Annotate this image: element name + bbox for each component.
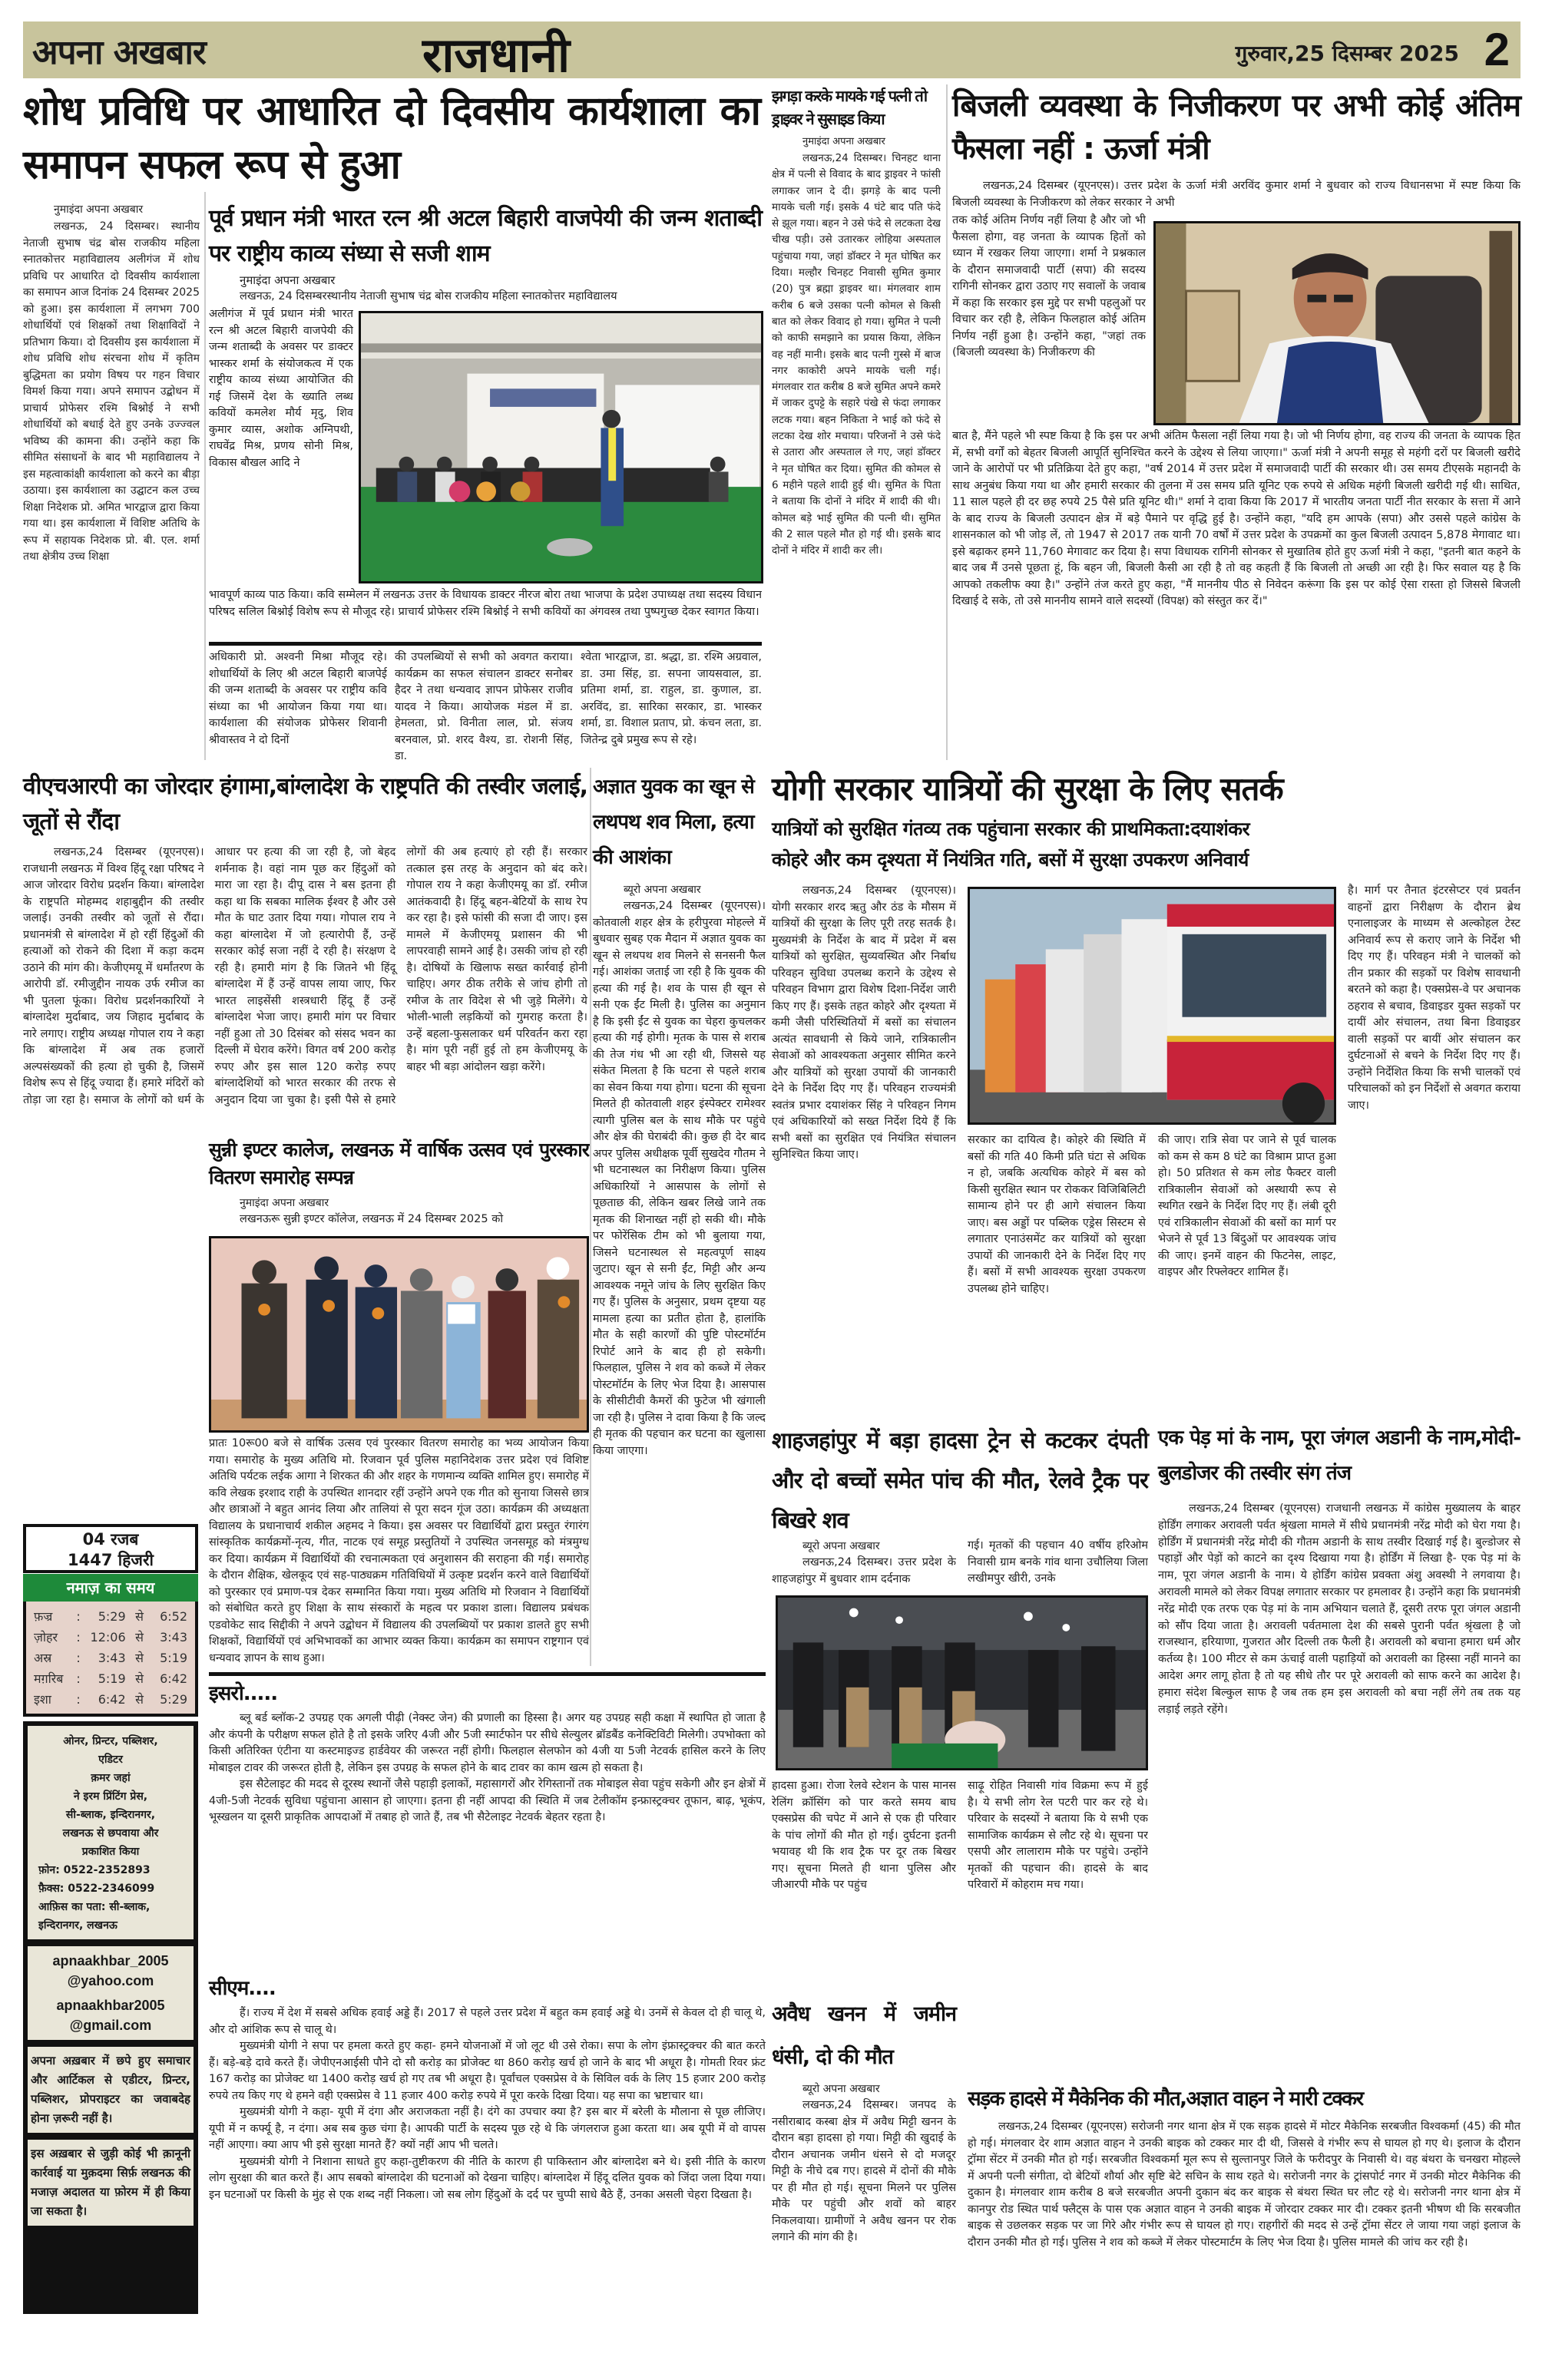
connector: से	[135, 1630, 144, 1645]
section-rule	[209, 642, 762, 646]
vhrp-body	[23, 845, 587, 1129]
yogi-safety-subhead-2: कोहरे और कम दृश्यता में नियंत्रित गति, बसों में सुरक्षा उपकरण अनिवार्य	[772, 848, 1249, 871]
hijri-date-box	[23, 1524, 198, 1573]
divider	[28, 2133, 194, 2140]
cm-paragraph: हैं। राज्य में देश में सबसे अधिक हवाई अड्डे हैं। 2017 से पहले उत्तर प्रदेश में बहुत कम हवाई अड्डे थे। उनमें से केवल दो ही चालू थे, और दो आंशिक रूप से चालू थे।	[209, 2007, 766, 2036]
driver-byline: नुमाइंदा अपना अखबार	[802, 136, 885, 147]
energy-minister-photo	[1153, 221, 1520, 425]
column-divider	[204, 192, 206, 760]
power-headline: बिजली व्यवस्था के निजीकरण पर अभी कोई अंतिम फैसला नहीं : ऊर्जा मंत्री	[952, 88, 1520, 167]
page-number: 2	[1484, 24, 1510, 75]
workshop-headline: शोध प्रविधि पर आधारित दो दिवसीय कार्यशाला का समापन सफल रूप से हुआ	[23, 88, 760, 188]
prize-distribution-photo	[209, 1236, 589, 1433]
vhrp-headline: वीएचआरपी का जोरदार हंगामा,बांग्लादेश के राष्ट्रपति की तस्वीर जलाई, जूतों से रौंदा	[23, 773, 587, 835]
workshop-cont-col2	[395, 650, 573, 765]
isro-body	[209, 1711, 766, 1845]
driver-headline: झगड़ा करके मायके गई पत्नी तो ड्राइवर ने सुसाइड किया	[772, 87, 927, 128]
mechanic-body	[968, 2119, 1520, 2374]
isro-kicker: इसरो.....	[209, 1682, 278, 1705]
masthead	[23, 21, 1520, 83]
sunni-lead	[209, 1211, 589, 1228]
atal-headline: पूर्व प्रधान मंत्री भारत रत्न श्री अटल बिहारी वाजपेयी की जन्म शताब्दी पर राष्ट्रीय काव्य संध्या से सजी शाम	[209, 205, 762, 267]
imprint-box	[23, 1721, 198, 2314]
yogi-safety-subhead-1: यात्रियों को सुरक्षित गंतव्य तक पहुंचाना सरकार की प्राथमिकता:दयाशंकर	[772, 818, 1250, 840]
driver-body	[772, 150, 941, 765]
workshop-byline: नुमाइंदा अपना अखबार	[54, 203, 144, 216]
yogi-safety-col3	[1158, 1132, 1336, 1413]
column-divider	[590, 768, 591, 1666]
cm-paragraph: मुख्यमंत्री योगी ने कहा- यूपी में दंगा और अराजकता नहीं है। दंगे का उपचार क्या है? इस बार में बरेली के मौलाना से पूछ लीजिए। यूपी में न कर्फ्यू है, न दंगा। अब सब कुछ चंगा है। आपकी पार्टी के सदस्य पूछ रहे थे कि जंगलराज हुआ करता था। अब यूपी में वो वापस नहीं आएगा। क्या आप भी इसे सुरक्षा मानते हैं? क्यों नहीं आप भी चलते।	[209, 2106, 766, 2151]
yogi-safety-headline: योगी सरकार यात्रियों की सुरक्षा के लिए सतर्क	[772, 770, 1283, 808]
isro-paragraph: इस सैटेलाइट की मदद से दूरस्थ स्थानों जैसे पहाड़ी इलाकों, महासागरों और रेगिस्तानों तक मोबाइल सेवा पहुंच सकेगी और इन क्षेत्रों में 4जी-5जी नेटवर्क सुविधा पहुंचाना आसान हो जाएगा। इतना ही नहीं आपदा की स्थिति में जब टेलीकॉम इन्फ्रास्ट्रक्चर तूफान, बाढ़, भूकंप, भूस्खलन या दूसरी प्राकृतिक आपदाओं में तबाह हो जाते हैं, तब भी सैटेलाइट नेटवर्क बेहतर रहता है।	[209, 1778, 766, 1823]
workshop-body	[23, 219, 200, 749]
colon: :	[76, 1630, 81, 1645]
imprint-fax: फ़ैक्स: 0522-2346099	[38, 1883, 155, 1895]
imprint-line: क़मर जहां	[91, 1772, 131, 1784]
shahjahanpur-headline: शाहजहांपुर में बड़ा हादसा ट्रेन से कटकर दंपती और दो बच्चों समेत पांच की मौत, रेलवे ट्रैक पर बिखरे शव	[772, 1427, 1148, 1533]
train-accident-photo	[776, 1595, 1148, 1770]
yogi-safety-col4-text: है। मार्ग पर तैनात इंटरसेप्टर एवं प्रवर्तन वाहनों द्वारा निरीक्षण के दौरान ब्रेथ एनालाइजर के माध्यम से अल्कोहल टेस्ट अनिवार्य रूप से कराए जाने के निर्देश भी दिए गए हैं। परिवहन मंत्री ने चालकों को तीन प्रकार की सड़कों पर विशेष सावधानी बरतने को कहा है। एक्सप्रेस-वे पर अचानक ठहराव से बचाव, डिवाइडर युक्त सड़कों पर दायीं ओर संचालन, तथा बिना डिवाइडर वाली सड़कों पर बायीं ओर संचालन कर दुर्घटनाओं से बचने के निर्देश दिए गए हैं। उन्होंने निर्देशित किया कि सभी चालकों एवं परिचालकों को इन निर्देशों से अवगत कराया जाए।	[1348, 884, 1520, 1112]
namaz-end: 6:52	[160, 1609, 187, 1624]
namaz-end: 6:42	[160, 1671, 187, 1686]
namaz-name: इशा	[34, 1692, 51, 1707]
shahjahanpur-byline: ब्यूरो अपना अखबार	[802, 1540, 880, 1552]
workshop-cont-2: की उपलब्धियों से सभी को अवगत कराया। कार्यक्रम का सफल संचालन डाक्टर सनोबर हैदर ने तथा धन्यवाद ज्ञापन प्रोफेसर राजीव यादव ने किया। आयोजक मंडल में डा. हेमलता, प्रो. विनीता लाल, प्रो. संजय बरनवाल, प्रो. शरद वैश्य, डा. रोशनी सिंह, डा.	[395, 651, 573, 762]
imprint-phone: फ़ोन: 0522-2352893	[38, 1864, 151, 1876]
power-side	[952, 213, 1146, 428]
email-yahoo[interactable]: apnaakhbar_2005 @yahoo.com	[52, 1953, 169, 1988]
namaz-title: नमाज़ का समय	[23, 1574, 198, 1602]
imprint-line: प्रकाशित किया	[81, 1846, 140, 1858]
connector: से	[135, 1651, 144, 1665]
namaz-end: 5:19	[160, 1651, 187, 1665]
namaz-row	[34, 1648, 187, 1668]
sunni-byline: नुमाइंदा अपना अखबार	[240, 1197, 329, 1209]
paper-name: अपना अखबार	[32, 33, 206, 72]
namaz-row	[34, 1627, 187, 1648]
workshop-paragraph: लखनऊ, 24 दिसम्बर। स्थानीय नेताजी सुभाष चंद्र बोस राजकीय महिला स्नातकोत्तर महाविद्यालय अलीगंज में शोध प्रविधि पर आधारित दो दिवसीय कार्यशाला का समापन आज दिनांक 24 दिसम्बर 2025 को हुआ। इस कार्यशाला में लगभग 700 शोधार्थियों एवं शिक्षकों तथा शिक्षाविदों ने प्रतिभाग किया। दो दिवसीय इस कार्यशाला में शोध प्रविधि शोध संरचना शोध में कृतिम बुद्धिमता का प्रयोग विषय पर गहन विचार विमर्श किया गया। अपने समापन उद्बोधन में प्राचार्य प्रोफेसर रश्मि बिश्नोई ने सभी शोधार्थियों को बधाई देते हुए उनके उज्ज्वल भविष्य की कामना की। उन्होंने कहा कि सीमित संसाधनों के बाद भी महाविद्यालय ने इस महत्वाकांक्षी कार्यशाला को करने का बीड़ा उठाया। इस कार्यशाला का उद्घाटन कल उच्च शिक्षा निदेशक प्रो. अमित भारद्वाज द्वारा किया गया था। इस कार्यशाला में विशिष्ट अतिथि के रूप में सहायक निदेशक प्रो. बी. एल. शर्मा तथा क्षेत्रीय उच्च शिक्षा	[23, 220, 200, 563]
atal-lead-text: लखनऊ, 24 दिसम्बरस्थानीय नेताजी सुभाष चंद्र बोस राजकीय महिला स्नातकोत्तर महाविद्यालय	[240, 290, 617, 302]
connector: से	[135, 1671, 144, 1686]
vhrp-paragraph: लखनऊ,24 दिसम्बर (यूएनएस)। राजधानी लखनऊ में विश्व हिंदू रक्षा परिषद ने आज जोरदार विरोध प्रदर्शन किया। बांग्लादेश के राष्ट्रपति मोहम्मद शहाबुद्दीन की तस्वीर जलाई। उनकी तस्वीर को जूतों से रौंदा। प्रधानमंत्री से बांग्लादेश में हो रहीं हिंदुओं की हत्याओं को रोकने की दिशा में कड़ा कदम उठाने की मांग की। केजीएमयू में धर्मांतरण के आरोपी डॉ. रमीजुद्दीन नायक उर्फ रमीज का भी पुतला फूंका। विरोध प्रदर्शनकारियों ने बांग्लादेश मुर्दाबाद, जय जिहाद मुर्दाबाद के नारे लगाए। राष्ट्रीय अध्यक्ष गोपाल राय ने कहा कि बांग्लादेश में अब तक हजारों अल्पसंख्यकों की हत्या हो चुकी है, जिसमें विशेष रूप से हिंदू ज्यादा हैं। हमारे मंदिरों को तोड़ा जा रहा है। समाज के लोगों को धर्म के आधार पर हत्या की जा रही है, जो बेहद शर्मनाक है। वहां नाम पूछ कर हिंदुओं को मारा जा रहा है। दीपू दास ने बस इतना ही कहा था कि सबका मालिक ईश्वर है और उसे मौत के घाट उतार दिया गया। गोपाल राय ने कहा बांग्लादेश में जो हत्यारोपी हैं, उन्हें सरकार कोई सजा नहीं दे रही है। संरक्षण दे रही है। हमारी मांग है कि जितने भी हिंदू बांग्लादेश में हैं उन्हें वापस लाया जाए, फिर भारत लाइसेंसी शस्त्रधारी हिंदू हैं उन्हें बांग्लादेश भेजा जाए। हमारी मांग पर विचार नहीं हुआ तो 30 दिसंबर को संसद भवन का दिल्ली में घेराव करेंगे। विगत वर्ष 200 करोड़ रुपए और इस साल 120 करोड़ रुपए बांग्लादेशियों को भारत सरकार की तरफ से अनुदान दिया जा चुका है। इसी पैसे से हमारे लोगों की अब हत्याएं हो रही हैं। सरकार तत्काल इस तरह के अनुदान को बंद करे। गोपाल राय ने कहा केजीएमयू का डॉ. रमीज आतंकवादी है। हिंदू बहन-बेटियों के साथ रेप कर रहा है। इसे फांसी की सजा दी जाए। इस मामले में केजीएमयू प्रशासन की भी लापरवाही सामने आई है। उसकी जांच हो रही है। दोषियों के खिलाफ सख्त कार्रवाई होनी चाहिए। अगर ठीक तरीके से जांच होगी तो रमीज के तार विदेश से भी जुड़े मिलेंगे। ये भोली-भाली लड़कियों को गुमराह करता है। उन्हें बहला-फुसलाकर धर्म परिवर्तन करा रहा है। मांग पूरी नहीं हुई तो हम केजीएमयू के बाहर भी बड़ा आंदोलन खड़ा करेंगे।	[23, 846, 587, 1106]
connector: से	[135, 1692, 144, 1707]
shahjahanpur-col1-text: हादसा हुआ। रोजा रेलवे स्टेशन के पास मानस रेलिंग क्रॉसिंग को पार करते समय बाघ एक्सप्रेस की चपेट में आने से एक ही परिवार के पांच लोगों की मौत हो गई। दुर्घटना इतनी भयावह थी कि शव ट्रैक पर दूर तक बिखर गए। सूचना मिलते ही थाना पुलिस और जीआरपी मौके पर पहुंच	[772, 1780, 956, 1891]
colon: :	[76, 1609, 81, 1624]
atal-side-paragraph: अलीगंज में पूर्व प्रधान मंत्री भारत रत्न श्री अटल बिहारी वाजपेयी की जन्म शताब्दी के अवसर पर डाक्टर भास्कर शर्मा के संयोजकत्व में एक राष्ट्रीय काव्य संध्या आयोजित की गई जिसमें देश के ख्याति लब्ध कवियों कमलेश मौर्य मृदु, शिव कुमार व्यास, अशोक अग्निपथी, राघवेंद्र मिश्र, प्रणय सोनी मिश्र, विकास बौखल आदि ने	[209, 308, 353, 469]
hijri-year: 1447 हिजरी	[68, 1551, 154, 1569]
namaz-start: 12:06	[90, 1630, 126, 1645]
cm-paragraph: मुख्यमंत्री योगी ने सपा पर हमला करते हुए कहा- हमने योजनाओं में जो लूट थी उसे रोका। सपा के लोग इंफ्रास्ट्रक्चर की बात करते हैं। बड़े-बड़े दावे करते हैं। जेपीएनआईसी पौने दो सौ करोड़ का प्रोजेक्ट था 860 करोड़ खर्च हो जाने के बाद भी अधूरा है। गोमती रिवर फ्रंट 167 करोड़ का प्रोजेक्ट था 1400 करोड़ खर्च हो गए तब भी अधूरा है। पूर्वांचल एक्सप्रेस वे के सिविल वर्क के लिए 15 हजार 200 करोड़ रुपये तय किए गए थे हमने वही एक्सप्रेस वे 11 हजार 400 करोड़ रुपये में पूरा करके दिखा दिया। यह सपा का भ्रष्टाचार था।	[209, 2040, 766, 2102]
workshop-cont-col1	[209, 650, 387, 765]
imprint-line: सी-ब्लाक, इन्दिरानगर,	[65, 1809, 156, 1821]
yogi-safety-col1-text: लखनऊ,24 दिसम्बर (यूएनएस)। योगी सरकार शरद ऋतु और ठंड के मौसम में यात्रियों की सुरक्षा के लिए पूरी तरह सतर्क है। मुख्यमंत्री के निर्देश के बाद में प्रदेश में बस यात्रियों को सुरक्षित, सुव्यवस्थित और निर्बाध परिवहन सुविधा उपलब्ध कराने के उद्देश्य से परिवहन विभाग द्वारा विशेष दिशा-निर्देश जारी किए गए हैं। इसके तहत कोहरे और दृश्यता में कमी जैसी परिस्थितियों में बसों का संचालन अत्यंत सावधानी से किये जाने, रात्रिकालीन सेवाओं को आवश्यकता अनुसार सीमित करने और यात्रियों को सुरक्षा उपायों की जानकारी देने के निर्देश दिए गए हैं। परिवहन राज्यमंत्री स्वतंत्र प्रभार दयाशंकर सिंह ने परिवहन निगम एवं अधिकारियों को सख्त निर्देश दिये हैं कि सभी बसों का सुरक्षित एवं नियंत्रित संचालन सुनिश्चित किया जाए।	[772, 884, 956, 1161]
yogi-safety-col3-text: की जाए। रात्रि सेवा पर जाने से पूर्व चालक को कम से कम 8 घंटे का विश्राम प्राप्त हुआ हो। 50 प्रतिशत से कम लोड फैक्टर वाली रात्रिकालीन सेवाओं को अस्थायी रूप से स्थगित रखने के निर्देश दिए गए हैं। लंबी दूरी एवं रात्रिकालीन सेवाओं की बसों का मार्ग पर भेजने से पूर्व 13 बिंदुओं पर आवश्यक जांच की जाए। इनमें वाहन की फिटनेस, लाइट, वाइपर और रिफ्लेक्टर शामिल हैं।	[1158, 1134, 1336, 1278]
namaz-name: ज़ोहर	[34, 1630, 58, 1645]
shahjahanpur-col2	[968, 1778, 1148, 2078]
disclaimer: अपना अख़बार में छपे हुए समाचार और आर्टिकल से एडीटर, प्रिन्टर, पब्लिशर, प्रोपराइटर का जवाबदेह होना ज़रूरी नहीं है।	[28, 2047, 194, 2133]
mining-body	[772, 2097, 956, 2374]
namaz-start: 5:29	[98, 1609, 126, 1624]
namaz-name: अस्र	[34, 1651, 52, 1665]
divider	[28, 2040, 194, 2047]
sunni-paragraph: प्रातः 10रू00 बजे से वार्षिक उत्सव एवं पुरस्कार वितरण समारोह का भव्य आयोजन किया गया। समारोह के मुख्य अतिथि मो. रिजवान पूर्व पुलिस महानिदेशक उत्तर प्रदेश एवं विशिष्ट अतिथि पर्यटक लईक आगा ने शिरकत की और शहर के गणमान्य व्यक्ति शामिल हुए। समारोह में कवि लेखक इरशाद राही के उपस्थित शानदार रहीं उन्होंने अपने एक गीत को सुनाया जिससे छात्र और छात्राओं ने बहुत आनंद लिया और तालियां से पूरा सदन गूंज उठा। कार्यक्रम की अध्यक्षता विद्यालय के प्रधानाचार्य शकील अहमद ने किया। इस अवसर पर विद्यार्थियों द्वारा प्रस्तुत रंगारंग सांस्कृतिक कार्यक्रमों-नृत्य, गीत, नाटक एवं समूह प्रस्तुतियों ने उपस्थित जनसमूह को मंत्रमुग्ध कर दिया। कार्यक्रम में विद्यार्थियों की रचनात्मकता एवं अनुशासन की सराहना की गई। समारोह के दौरान शैक्षिक, खेलकूद एवं सह-पाठ्यक्रम गतिविधियों में उत्कृष्ट प्रदर्शन करने वाले विद्यार्थियों को पुरस्कार एवं प्रमाण-पत्र देकर सम्मानित किया गया। मुख्य अतिथि मो रिजवान ने विद्यार्थियों को संबोधित करते हुए शिक्षा के साथ संस्कारों के महत्व पर प्रकाश डाला। विद्यालय प्रबंधक एडवोकेट साद सिद्दीकी ने अपने उद्बोधन में विद्यालय की उपलब्धियों पर प्रकाश डालते हुए सभी शिक्षकों, विद्यार्थियों एवं अभिभावकों का आभार व्यक्त किया। कार्यक्रम का समापन राष्ट्रगान एवं धन्यवाद ज्ञापन के साथ हुआ।	[209, 1437, 589, 1664]
kavya-sandhya-photo	[359, 311, 763, 583]
hijri-date: 04 रजब	[82, 1530, 139, 1549]
issue-date: गुरुवार,25 दिसम्बर 2025	[1235, 41, 1459, 66]
cm-body	[209, 2005, 766, 2374]
atal-byline: नुमाइंदा अपना अखबार	[240, 273, 336, 287]
colon: :	[76, 1651, 81, 1665]
mining-paragraph: लखनऊ,24 दिसम्बर। जनपद के नसीराबाद कस्बा क्षेत्र में अवैध मिट्टी खनन के दौरान बड़ा हादसा हो गया। मिट्टी की खुदाई के दौरान अचानक जमीन धंसने से दो मजदूर मिट्टी के नीचे दब गए। हादसे में दोनों की मौके पर ही मौत हो गई। सूचना मिलने पर पुलिस मौके पर पहुंची और शवों को बाहर निकलवाया। ग्रामीणों ने अवैध खनन पर रोक लगाने की मांग की है।	[772, 2099, 956, 2243]
shahjahanpur-col1-top-text: लखनऊ,24 दिसम्बर। उत्तर प्रदेश के शाहजहांपुर में बुधवार शाम दर्दनाक	[772, 1556, 956, 1585]
namaz-row	[34, 1689, 187, 1710]
sunni-lead-text: लखनऊरू सुन्नी इण्टर कॉलेज, लखनऊ में 24 दिसम्बर 2025 को	[240, 1213, 504, 1225]
colon: :	[76, 1692, 81, 1707]
shahjahanpur-col2-top	[968, 1538, 1148, 1588]
connector: से	[135, 1609, 144, 1624]
jurisdiction-note: इस अख़बार से जुड़ी कोई भी क़ानूनी कार्रवाई या मुक़दमा सिर्फ़ लखनऊ की मजाज़ अदालत या फ़ोरम में ही किया जा सकता है।	[28, 2140, 194, 2226]
divider	[28, 1939, 194, 1946]
cm-kicker: सीएम....	[209, 1977, 276, 2000]
adani-paragraph: लखनऊ,24 दिसम्बर (यूएनएस) राजधानी लखनऊ में कांग्रेस मुख्यालय के बाहर होर्डिंग लगाकर अरावली पर्वत श्रृंखला मामले में सीधे प्रधानमंत्री नरेंद्र मोदी को घेरा गया है। होर्डिंग में प्रधानमंत्री नरेंद्र मोदी की गौतम अडानी के साथ तस्वीर दिखाई गई है। बुल्डोजर से पहाड़ों और पेड़ों को काटने का दृश्य दिखाया गया है। होर्डिंग में लिखा है- एक पेड़ मां के नाम, पूरा जंगल अडानी के नाम। ये होर्डिंग कांग्रेस प्रवक्ता अंशु अवस्थी ने लगवाया है। अरावली मामले को लेकर विपक्ष लगातार सरकार पर हमलावर है। उन्होंने कहा कि प्रधानमंत्री नरेंद्र मोदी एक तरफ एक पेड़ मां के नाम अभियान चलाते हैं, दूसरी तरफ पूरा जंगल अडानी को सौंप दिया जाता है। अरावली पर्वतमाला देश की सबसे पुरानी पर्वत श्रृंखला है जो राजस्थान, हरियाणा, गुजरात और दिल्ली तक फैली है। अरावली को बचाना हमारा धर्म और कर्तव्य है। 100 मीटर से कम ऊंचाई वाली पहाड़ियों को अरावली का हिस्सा नहीं मानने का आदेश अगर लागू होता है तो यह सीधे तौर पर पूरे अरावली को साफ करने का आदेश है। हमारा संदेश बिल्कुल साफ है जब तक हम इस अरावली को बचा नहीं लेंगे तब तक यह लड़ाई लड़ते रहेंगे।	[1158, 1502, 1520, 1716]
power-tail-paragraph: बात है, मैंने पहले भी स्पष्ट किया है कि इस पर अभी अंतिम फैसला नहीं लिया गया है। जो भी निर्णय होगा, वह राज्य की जनता के व्यापक हित में, सभी वर्गों को बेहतर बिजली आपूर्ति सुनिश्चित करने के उद्देश्य से लिया जाएगा।" ऊर्जा मंत्री ने अपनी समूह से महंगी दरों पर बिजली खरीदे जाने के आरोपों पर भी प्रतिक्रिया देते हुए कहा, "वर्ष 2014 में उत्तर प्रदेश में समाजवादी पार्टी की सरकार थी। उस समय टीएसके महानदी के साथ अनुबंध किया गया था और हमारी सरकार की तुलना में उस समय प्रति यूनिट एक रुपये से अधिक महंगी बिजली खरीदी गई थी। साथित, 11 साल पहले ही दर छह रुपये 25 पैसे प्रति यूनिट थी।" शर्मा ने दावा किया कि 2017 में भारतीय जनता पार्टी नीत सरकार के सत्ता में आने के बाद राज्य के बिजली उत्पादन क्षेत्र में बड़े पैमाने पर वृद्धि हुई है। उन्होंने कहा, "यदि हम आपके (सपा) और उससे पहले कांग्रेस के शासनकाल को भी जोड़ लें, तो 1947 से 2017 तक यानी 70 वर्षों में उत्तर प्रदेश के उपक्रमों का कुल बिजली उत्पादन 5,878 मेगावाट था। इसे बढ़ाकर हमने 11,760 मेगावाट कर दिया है। सपा विधायक रागिनी सोनकर से मुखातिब होते हुए ऊर्जा मंत्री ने कहा, "इतनी बात कहने के बाद जब मैं उनसे पूछता हूं, कि बहन जी, बिजली कैसी आ रही है तो वह कहती हैं कि बिजली तो अच्छी आ रही है। फिर सवाल यह है कि आपको तकलीफ क्या है।" उन्होंने तंज करते हुए कहा, "मैं माननीय पीठ से निवेदन करूंगा कि इस पर कोई ऐसा रास्ता हो जिससे बिजली दिखाई दे सके, तो उसे माननीय सामने वाले सदस्यों (विपक्ष) को संस्तुत कर दें।"	[952, 430, 1520, 607]
yogi-safety-col1	[772, 883, 956, 1413]
namaz-name: मग़रिब	[34, 1671, 64, 1686]
namaz-row	[34, 1668, 187, 1689]
namaz-start: 6:42	[98, 1692, 126, 1707]
isro-paragraph: ब्लू बर्ड ब्लॉक-2 उपग्रह एक अगली पीढ़ी (नेक्स्ट जेन) की प्रणाली का हिस्सा है। अगर यह उपग्रह सही कक्षा में स्थापित हो जाता है और कंपनी के परीक्षण सफल होते है तो इसके जरिए 4जी और 5जी स्मार्टफोन पर सीधे सेल्युलर ब्रॉडबैंड कनेक्टिविटी मिलेगी। उपभोक्ता को किसी अतिरिक्त एंटीना या कस्टमाइज्ड हार्डवेयर की जरूरत नहीं होगी। फिलहाल सेलफोन को 4जी या 5जी नेटवर्क हासिल करने के लिए मोबाइल टावर की जरूरत होती है, लेकिन इस उपग्रह के सफल होने के बाद टावर का काम खत्म हो सकता है।	[209, 1712, 766, 1774]
power-lead	[952, 178, 1520, 212]
imprint-office-address: आफ़िस का पता: सी-ब्लाक, इन्दिरानगर, लखनऊ	[38, 1901, 151, 1932]
namaz-start: 5:19	[98, 1671, 126, 1686]
imprint-emails	[28, 1946, 194, 2040]
unknown-youth-body	[593, 898, 766, 1658]
adani-body	[1158, 1501, 1520, 2077]
unknown-youth-paragraph: लखनऊ,24 दिसम्बर (यूएनएस)। कोतवाली शहर क्षेत्र के हरीपुरवा मोहल्ले में बुधवार सुबह एक मैदान में अज्ञात युवक का खून से लथपथ शव मिलने से सनसनी फैल गई। आशंका जताई जा रही है कि युवक की हत्या की गई है। शव के पास ही खून से सनी एक ईंट मिली है। पुलिस का अनुमान है कि इसी ईंट से युवक का चेहरा कुचलकर हत्या की गई होगी। मृतक के पास से शराब की तेज गंध भी आ रही थी, जिससे यह संकेत मिलता है कि घटना से पहले शराब का सेवन किया गया होगा। घटना की सूचना मिलते ही कोतवाली शहर इंस्पेक्टर रामेश्वर त्यागी पुलिस बल के साथ मौके पर पहुंचे और क्षेत्र की घेराबंदी की। कुछ ही देर बाद अपर पुलिस अधीक्षक पूर्वी सुखदेव गौतम ने भी घटनास्थल का निरीक्षण किया। पुलिस अधिकारियों ने आसपास के लोगों से पूछताछ की, लेकिन खबर लिखे जाने तक मृतक की शिनाख्त नहीं हो सकी थी। मौके पर फोरेंसिक टीम को भी बुलाया गया, जिसने घटनास्थल से महत्वपूर्ण साक्ष्य जुटाए। खून से सनी ईंट, मिट्टी और अन्य आवश्यक नमूने जांच के लिए सुरक्षित किए गए हैं। पुलिस के अनुसार, प्रथम दृष्टया यह मामला हत्या का प्रतीत होता है, हालांकि मौत के सही कारणों की पुष्टि पोस्टमॉर्टम रिपोर्ट आने के बाद ही हो सकेगी। फिलहाल, पुलिस ने शव को कब्जे में लेकर पोस्टमॉर्टम के लिए भेज दिया है। आसपास के सीसीटीवी कैमरों की फुटेज भी खंगाली जा रही है। पुलिस ने दावा किया है कि जल्द ही मृतक की पहचान कर घटना का खुलासा किया जाएगा।	[593, 900, 766, 1457]
workshop-cont-3: श्वेता भारद्वाज, डा. श्रद्धा, डा. रश्मि अग्रवाल, डा. उमा सिंह, डा. सपना जायसवाल, डा. प्रतिमा शर्मा, डा. राहुल, डा. कुणाल, डा. अरविंद, डा. सारिका सरकार, डा. भास्कर शर्मा, डा. विशाल प्रताप, प्रो. कंचन लता, डा. जितेन्द्र दुबे प्रमुख रूप से रहे।	[581, 651, 762, 746]
namaz-end: 3:43	[160, 1630, 187, 1645]
imprint-line: ओनर, प्रिन्टर, पब्लिशर,	[63, 1735, 158, 1747]
mining-headline: अवैध खनन में जमीन धंसी, दो की मौत	[772, 2002, 956, 2069]
workshop-cont-col3	[581, 650, 762, 765]
imprint-line: एडिटर	[98, 1754, 123, 1766]
colon: :	[76, 1671, 81, 1686]
mechanic-paragraph: लखनऊ,24 दिसम्बर (यूएनएस) सरोजनी नगर थाना क्षेत्र में एक सड़क हादसे में मोटर मैकेनिक सरबजीत विश्वकर्मा (45) की मौत हो गई। मंगलवार देर शाम अज्ञात वाहन ने उनकी बाइक को टक्कर मार दी थी, जिससे वे गंभीर रूप से घायल हो गए थे। इलाज के दौरान ट्रॉमा सेंटर में उनकी मौत हो गई। सरबजीत विश्वकर्मा मूल रूप से सुल्तानपुर जिले के फरीदपुर के निवासी थे। वह बंथरा के चनखरा मोहल्ले में अपनी पत्नी संगीता, दो बेटियों शौर्या और सृष्टि बेटे सचिन के साथ रहते थे। सरोजनी नगर के ट्रांसपोर्ट नगर में उनकी मोटर मैकेनिक की दुकान है। मंगलवार शाम करीब 8 बजे सरबजीत अपनी दुकान बंद कर बाइक से बंथरा स्थित घर लौट रहे थे। सरोजनी नगर थाना क्षेत्र में कानपुर रोड स्थित पार्थ फ्लैट्स के पास एक अज्ञात वाहन ने उनकी बाइक में जोरदार टक्कर मार दी। टक्कर इतनी भीषण थी कि सरबजीत बाइक से उछलकर सड़क पर जा गिरे और गंभीर रूप से घायल हो गए। राहगीरों की मदद से उन्हें ट्रॉमा सेंटर ले जाया गया जहां इलाज के दौरान उनकी मौत हो गई। पुलिस ने शव को कब्जे में लेकर पोस्टमार्टम के लिए भेज दिया है। पुलिस मामले की जांच कर रही है।	[968, 2121, 1520, 2249]
adani-headline: एक पेड़ मां के नाम, पूरा जंगल अडानी के नाम,मोदी-बुलडोजर की तस्वीर संग तंज	[1158, 1426, 1520, 1485]
imprint-line: लखनऊ से छपवाया और	[62, 1827, 159, 1840]
driver-paragraph: लखनऊ,24 दिसम्बर। चिनहट थाना क्षेत्र में पत्नी से विवाद के बाद ड्राइवर ने फांसी लगाकर जान दे दी। झगड़े के बाद पत्नी मायके चली गई। इसके 4 घंटे बाद पति फंदे से झूल गया। बहन ने उसे फंदे से लटकता देख चीख पड़ी। उसे उतारकर लोहिया अस्पताल पहुंचाया गया, जहां डॉक्टर ने मृत घोषित कर दिया। मल्हौर चिनहट निवासी सुमित कुमार (20) पुत्र ब्रह्मा ड्राइवर था। मंगलवार शाम करीब 6 बजे उसका पत्नी कोमल से किसी बात को लेकर विवाद हो गया। सुमित ने पत्नी को काफी समझाने का प्रयास किया, लेकिन वह नहीं मानी। इसके बाद पत्नी गुस्से में बाज नगर काकोरी अपने मायके चली गई। मंगलवार रात करीब 8 बजे सुमित अपने कमरे में जाकर दुपट्टे के सहारे पंखे से फंदा लगाकर लटक गया। बहन निकिता ने भाई को फंदे से लटका देख शोर मचाया। परिजनों ने उसे फंदे से उतारा और अस्पताल ले गए, जहां डॉक्टर ने मृत घोषित कर दिया। सुमित की कोमल से 6 महीने पहले शादी हुई थी। सुमित के पिता ने बताया कि दोनों ने मंदिर में शादी की थी। कोमल बड़े भाई सुमित की पत्नी थी। सुमित की 2 साल पहले मौत हो गई थी। इसके बाद दोनों ने मंदिर में शादी कर ली।	[772, 152, 941, 557]
shahjahanpur-col1-top	[772, 1555, 956, 1588]
sunni-body	[209, 1436, 589, 1666]
namaz-end: 5:29	[160, 1692, 187, 1707]
column-divider	[946, 84, 948, 760]
buses-photo	[968, 887, 1336, 1125]
workshop-cont-1: अधिकारी प्रो. अश्वनी मिश्रा मौजूद रहे। शोधार्थियों के लिए श्री अटल बिहारी बाजपेई की जन्म शताब्दी के अवसर पर राष्ट्रीय कवि संध्या का भी आयोजन किया गया था। कार्यशाला की संयोजक प्रोफेसर शिवानी श्रीवास्तव ने दो दिनों	[209, 651, 387, 746]
imprint-line: ने इरम प्रिंटिंग प्रेस,	[73, 1790, 148, 1803]
atal-lead	[209, 289, 762, 306]
unknown-youth-byline: ब्यूरो अपना अखबार	[624, 884, 701, 896]
namaz-name: फ़ज्र	[34, 1609, 53, 1624]
sunni-headline: सुन्नी इण्टर कालेज, लखनऊ में वार्षिक उत्सव एवं पुरस्कार वितरण समारोह सम्पन्न	[209, 1139, 589, 1188]
section-title: राजधानी	[422, 27, 571, 83]
mechanic-headline: सड़क हादसे में मैकेनिक की मौत,अज्ञात वाहन ने मारी टक्कर	[968, 2087, 1363, 2111]
imprint-publisher	[28, 1726, 194, 1939]
power-side-paragraph: तक कोई अंतिम निर्णय नहीं लिया है और जो भी फैसला होगा, वह जनता के व्यापक हितों को ध्यान में रखकर लिया जाएगा। शर्मा ने प्रश्नकाल के दौरान समाजवादी पार्टी (सपा) की सदस्य रागिनी सोनकर द्वारा उठाए गए सवालों के जवाब में कहा कि सरकार इस मुद्दे पर सभी पहलुओं पर विचार कर रही है, लेकिन फिलहाल कोई अंतिम निर्णय नहीं हुआ है। उन्होंने कहा, "जहां तक (बिजली व्यवस्था के) निजीकरण की	[952, 214, 1146, 359]
cm-paragraph: मुख्यमंत्री योगी ने निशाना साधते हुए कहा-तुष्टीकरण की नीति के कारण ही पाकिस्तान और बांग्लादेश बने थे। इसी नीति के कारण लोग सुरक्षा की बात करते हैं। आप सबको बांग्लादेश की घटनाओं को देखना चाहिए। बांग्लादेश में हिंदू दलित युवक को जिंदा जला दिया गया। इन घटनाओं पर किसी के मुंह से एक शब्द नहीं निकला। जो सब लोग हिंदुओं के दर्द पर चुप्पी साधे बैठे हैं, उनका असली चेहरा दिखता है।	[209, 2155, 766, 2201]
namaz-start: 3:43	[98, 1651, 126, 1665]
atal-tail	[209, 587, 762, 638]
namaz-row	[34, 1606, 187, 1627]
namaz-times-table	[23, 1602, 198, 1717]
shahjahanpur-col1	[772, 1778, 956, 1985]
power-tail	[952, 428, 1520, 760]
yogi-safety-col2	[968, 1132, 1146, 1413]
yogi-safety-col2-text: सरकार का दायित्व है। कोहरे की स्थिति में बसों की गति 40 किमी प्रति घंटा से अधिक न हो, जबकि अत्यधिक कोहरे में बस को किसी सुरक्षित स्थान पर रोककर विजिबिलिटी सामान्य होने पर ही आगे संचालन किया जाए। बस अड्डों पर पब्लिक एड्रेस सिस्टम से लगातार एनाउंसमेंट कर यात्रियों को सुरक्षा उपायों की जानकारी देने के निर्देश दिए गए हैं। बसों में सभी आवश्यक सुरक्षा उपकरण उपलब्ध होने चाहिए।	[968, 1134, 1146, 1295]
power-lead-text: लखनऊ,24 दिसम्बर (यूएनएस)। उत्तर प्रदेश के ऊर्जा मंत्री अरविंद कुमार शर्मा ने बुधवार को राज्य विधानसभा में स्पष्ट किया कि बिजली व्यवस्था के निजीकरण को लेकर सरकार ने अभी	[952, 180, 1520, 209]
email-gmail[interactable]: apnaakhbar2005 @gmail.com	[56, 1998, 165, 2033]
section-rule	[209, 1672, 766, 1676]
yogi-safety-col4	[1348, 883, 1520, 1413]
mining-byline: ब्यूरो अपना अखबार	[802, 2083, 880, 2095]
atal-tail-paragraph: भावपूर्ण काव्य पाठ किया। कवि सम्मेलन में लखनऊ उत्तर के विधायक डाक्टर नीरज बोरा तथा भाजपा के प्रदेश उपाध्यक्ष तथा सदस्य विधान परिषद सलिल बिश्नोई विशेष रूप से मौजूद रहे। प्राचार्य प्रोफेसर रश्मि बिश्नोई ने सभी कवियों का अंगवस्त्र तथा पुष्पगुच्छ देकर स्वागत किया।	[209, 589, 762, 618]
shahjahanpur-col2-top-text: गई। मृतकों की पहचान 40 वर्षीय हरिओम निवासी ग्राम बनके गांव थाना उचौलिया जिला लखीमपुर खीरी, उनके	[968, 1539, 1148, 1585]
unknown-youth-headline: अज्ञात युवक का खून से लथपथ शव मिला, हत्या की आशंका	[593, 775, 754, 869]
atal-side-text	[209, 306, 353, 580]
shahjahanpur-col2-text: साढ़ू रोहित निवासी गांव विक्रमा रूप में हुई है। ये सभी लोग रेल पटरी पार कर रहे थे। परिवार के सदस्यों ने बताया कि ये सभी एक सामाजिक कार्यक्रम से लौट रहे थे। सूचना पर एसपी और लालाराम मौके पर पहुंचे। उन्होंने मृतकों की पहचान की। हादसे के बाद परिवारों में कोहराम मच गया।	[968, 1780, 1148, 1891]
